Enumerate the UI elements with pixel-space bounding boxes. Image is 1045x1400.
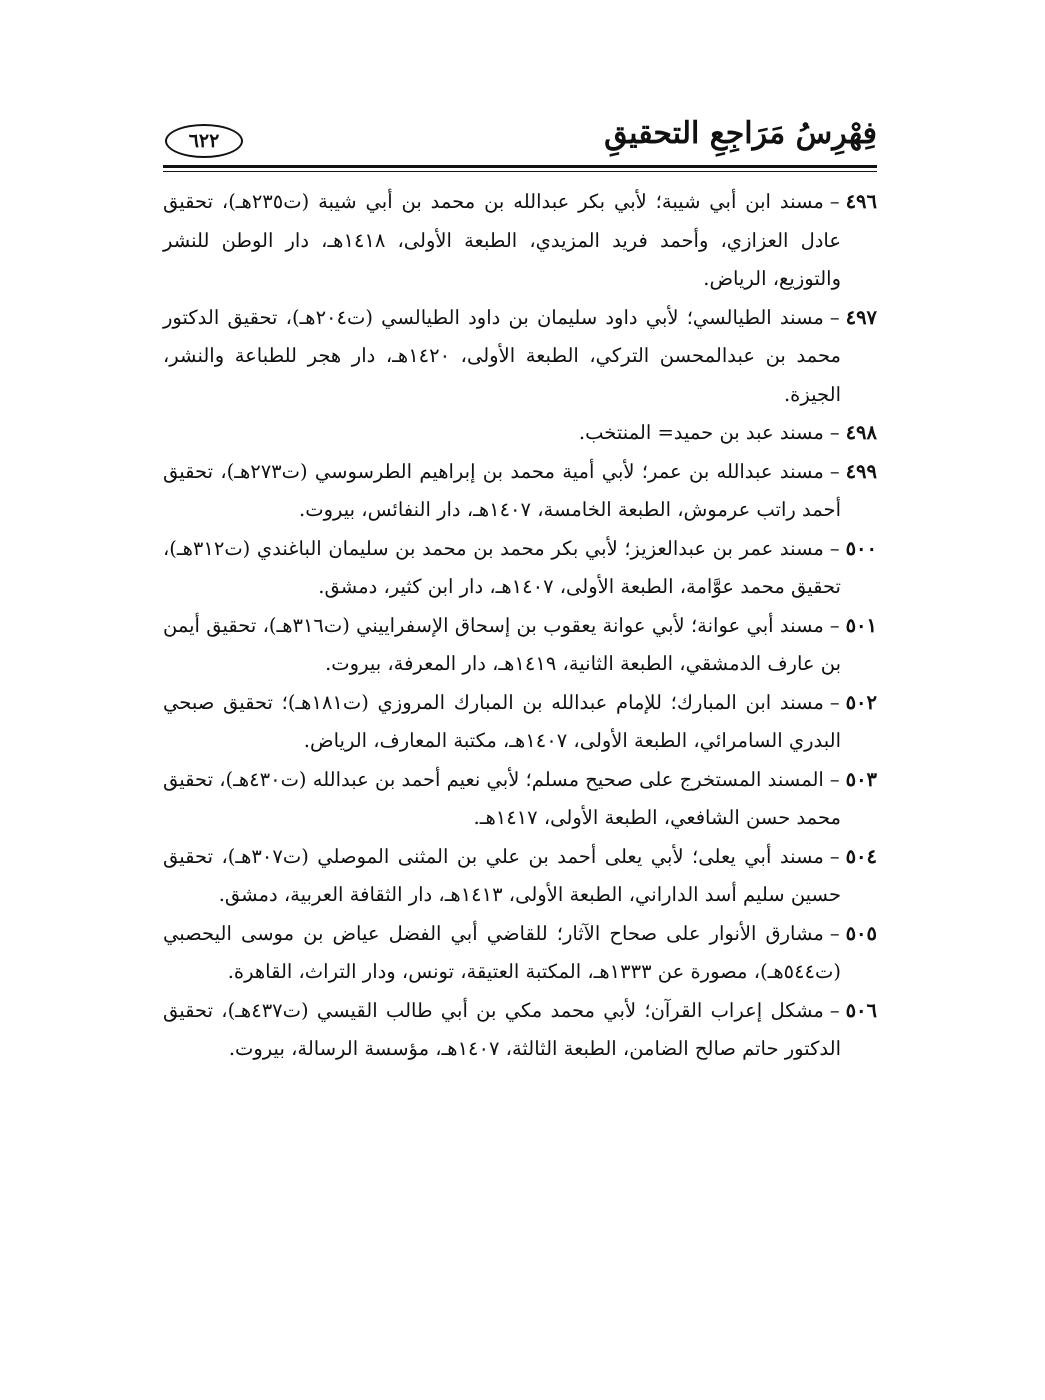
reference-entry: ٥٠٤–مسند أبي يعلى؛ لأبي يعلى أحمد بن علي بن المثنى الموصلي (ت٣٠٧هـ)، تحقيق حسين سليم أسد الداراني، الطبعة الأولى، ١٤١٣هـ، دار الثقافة العربية، دمشق. xyxy=(163,844,877,906)
reference-entry: ٤٩٦–مسند ابن أبي شيبة؛ لأبي بكر عبدالله بن محمد بن أبي شيبة (ت٢٣٥هـ)، تحقيق عادل العزازي، وأحمد فريد المزيدي، الطبعة الأولى، ١٤١٨هـ، دار الوطن للنشر والتوزيع، الرياض. xyxy=(163,190,877,290)
entry-number: ٥٠٦ xyxy=(845,998,877,1022)
entry-number: ٥٠٤ xyxy=(845,844,877,868)
entry-text: مسند أبي عوانة؛ لأبي عوانة يعقوب بن إسحاق الإسفراييني (ت٣١٦هـ)، تحقيق أيمن بن عارف الدمشقي، الطبعة الثانية، ١٤١٩هـ، دار المعرفة، بيروت. xyxy=(163,613,841,675)
entry-number: ٥٠٣ xyxy=(845,767,878,791)
page-number-badge: ٦٢٢ xyxy=(165,124,243,158)
reference-entry: ٥٠١–مسند أبي عوانة؛ لأبي عوانة يعقوب بن إسحاق الإسفراييني (ت٣١٦هـ)، تحقيق أيمن بن عارف الدمشقي، الطبعة الثانية، ١٤١٩هـ، دار المعرفة، بيروت. xyxy=(163,613,877,675)
reference-entry: ٥٠٣–المسند المستخرج على صحيح مسلم؛ لأبي نعيم أحمد بن عبدالله (ت٤٣٠هـ)، تحقيق محمد حسن الشافعي، الطبعة الأولى، ١٤١٧هـ. xyxy=(163,767,878,829)
entry-number: ٤٩٦ xyxy=(845,190,877,213)
entry-number: ٥٠٥ xyxy=(845,921,877,945)
entry-number: ٤٩٧ xyxy=(845,305,878,329)
reference-entry: ٤٩٩–مسند عبدالله بن عمر؛ لأبي أمية محمد بن إبراهيم الطرسوسي (ت٢٧٣هـ)، تحقيق أحمد راتب عرموش، الطبعة الخامسة، ١٤٠٧هـ، دار النفائس، بيروت. xyxy=(163,459,877,521)
entry-text: مسند عمر بن عبدالعزيز؛ لأبي بكر محمد بن محمد بن سليمان الباغندي (ت٣١٢هـ)، تحقيق محمد عوَّامة، الطبعة الأولى، ١٤٠٧هـ، دار ابن كثير، دمشق. xyxy=(163,536,841,598)
page-header xyxy=(163,112,877,168)
reference-entry: ٥٠٢–مسند ابن المبارك؛ للإمام عبدالله بن المبارك المروزي (ت١٨١هـ)؛ تحقيق صبحي البدري السامرائي، الطبعة الأولى، ١٤٠٧هـ، مكتبة المعارف، الرياض. xyxy=(163,690,877,752)
entry-text: مسند عبدالله بن عمر؛ لأبي أمية محمد بن إبراهيم الطرسوسي (ت٢٧٣هـ)، تحقيق أحمد راتب عرموش، الطبعة الخامسة، ١٤٠٧هـ، دار النفائس، بيروت. xyxy=(163,459,841,521)
entry-number: ٥٠٢ xyxy=(845,690,877,714)
reference-list xyxy=(163,183,877,1069)
header-rule-thick xyxy=(163,165,877,168)
reference-entry: ٥٠٠–مسند عمر بن عبدالعزيز؛ لأبي بكر محمد بن محمد بن سليمان الباغندي (ت٣١٢هـ)، تحقيق محمد عوَّامة، الطبعة الأولى، ١٤٠٧هـ، دار ابن كثير، دمشق. xyxy=(163,536,877,598)
entry-text: مشكل إعراب القرآن؛ لأبي محمد مكي بن أبي طالب القيسي (ت٤٣٧هـ)، تحقيق الدكتور حاتم صالح الضامن، الطبعة الثالثة، ١٤٠٧هـ، مؤسسة الرسالة، بيروت. xyxy=(163,998,841,1060)
entry-number: ٤٩٨ xyxy=(845,421,877,444)
entry-text: مسند الطيالسي؛ لأبي داود سليمان بن داود الطيالسي (ت٢٠٤هـ)، تحقيق الدكتور محمد بن عبدالمحسن التركي، الطبعة الأولى، ١٤٢٠هـ، دار هجر للطباعة والنشر، الجيزة. xyxy=(163,305,841,406)
entry-number: ٤٩٩ xyxy=(845,459,877,483)
header-rule-thin xyxy=(163,171,877,172)
entry-number: ٥٠٠ xyxy=(845,536,877,560)
entry-text: مسند أبي يعلى؛ لأبي يعلى أحمد بن علي بن المثنى الموصلي (ت٣٠٧هـ)، تحقيق حسين سليم أسد الداراني، الطبعة الأولى، ١٤١٣هـ، دار الثقافة العربية، دمشق. xyxy=(163,844,841,906)
reference-entry: ٤٩٧–مسند الطيالسي؛ لأبي داود سليمان بن داود الطيالسي (ت٢٠٤هـ)، تحقيق الدكتور محمد بن عبدالمحسن التركي، الطبعة الأولى، ١٤٢٠هـ، دار هجر للطباعة والنشر، الجيزة. xyxy=(163,305,878,406)
entry-text: مسند عبد بن حميد= المنتخب. xyxy=(578,421,824,444)
entry-text: مسند ابن المبارك؛ للإمام عبدالله بن المبارك المروزي (ت١٨١هـ)؛ تحقيق صبحي البدري السامرائي، الطبعة الأولى، ١٤٠٧هـ، مكتبة المعارف، الرياض. xyxy=(163,690,841,752)
entry-number: ٥٠١ xyxy=(845,613,877,637)
page-title: فِهْرِسُ مَرَاجِعِ التحقيقِ xyxy=(604,116,877,151)
entry-text: مشارق الأنوار على صحاح الآثار؛ للقاضي أبي الفضل عياض بن موسى اليحصبي (ت٥٤٤هـ)، مصورة عن ١٣٣٣هـ، المكتبة العتيقة، تونس، ودار التراث، القاهرة. xyxy=(163,921,841,983)
reference-entry: ٥٠٦–مشكل إعراب القرآن؛ لأبي محمد مكي بن أبي طالب القيسي (ت٤٣٧هـ)، تحقيق الدكتور حاتم صالح الضامن، الطبعة الثالثة، ١٤٠٧هـ، مؤسسة الرسالة، بيروت. xyxy=(163,998,877,1060)
reference-entry: ٤٩٨–مسند عبد بن حميد= المنتخب. xyxy=(578,421,877,444)
entry-text: مسند ابن أبي شيبة؛ لأبي بكر عبدالله بن محمد بن أبي شيبة (ت٢٣٥هـ)، تحقيق عادل العزازي، وأحمد فريد المزيدي، الطبعة الأولى، ١٤١٨هـ، دار الوطن للنشر والتوزيع، الرياض. xyxy=(163,190,841,290)
reference-entry: ٥٠٥–مشارق الأنوار على صحاح الآثار؛ للقاضي أبي الفضل عياض بن موسى اليحصبي (ت٥٤٤هـ)، مصورة عن ١٣٣٣هـ، المكتبة العتيقة، تونس، ودار التراث، القاهرة. xyxy=(163,921,877,983)
entry-text: المسند المستخرج على صحيح مسلم؛ لأبي نعيم أحمد بن عبدالله (ت٤٣٠هـ)، تحقيق محمد حسن الشافعي، الطبعة الأولى، ١٤١٧هـ. xyxy=(163,767,841,829)
